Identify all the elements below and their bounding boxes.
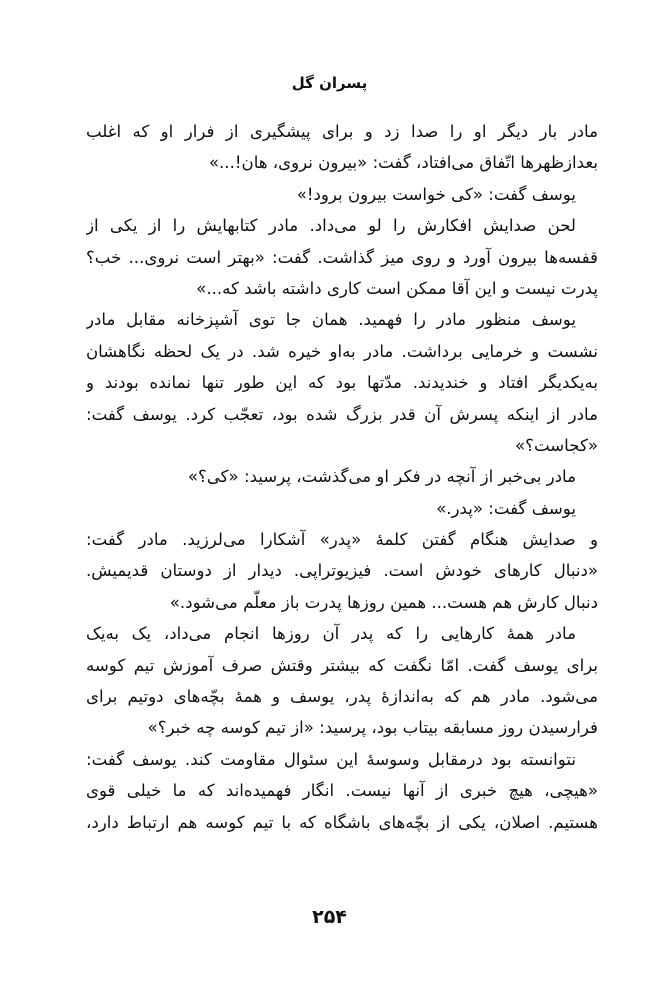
text-line: دنبال کارش هم هست... همین روزها پدرت باز معلّم می‌شود.» — [169, 592, 598, 612]
text-line: مادر بار دیگر او را صدا زد و برای پیشگیری از فرار او که اغلب — [86, 122, 598, 141]
text-line: می‌شود. مادر هم که به‌اندازهٔ پدر، یوسف و همهٔ بچّه‌های دوتیم برای — [86, 687, 598, 707]
text-line: مادر همهٔ کارهایی را که پدر آن روزها انجام می‌داد، یک به‌یک — [86, 624, 576, 644]
text-line: «هیچی، هیچ خبری از آنها نیست. انگار فهمیده‌اند که ما خیلی قوی — [86, 781, 598, 801]
text-line: قفسه‌ها بیرون آورد و روی میز گذاشت. گفت: «بهتر است نروی... خب؟ — [86, 247, 598, 267]
running-head: پسران گل — [291, 74, 368, 92]
text-line: مادر از اینکه پسرش آن قدر بزرگ شده بود، تعجّب کرد. یوسف گفت: — [86, 404, 598, 424]
text-line: به‌یکدیگر افتاد و خندیدند. مدّتها بود که این طور تنها نمانده بودند و — [86, 373, 598, 393]
text-line: فرارسیدن روز مسابقه بیتاب بود، پرسید: «از تیم کوسه چه خبر؟» — [147, 718, 598, 738]
text-line: نشست و خرمایی برداشت. مادر به‌او خیره شد. در یک لحظه نگاهشان — [86, 341, 598, 361]
text-line: نتوانسته بود درمقابل وسوسهٔ این سئوال مقاومت کند. یوسف گفت: — [86, 749, 576, 769]
text-line: هستیم. اصلان، یکی از بچّه‌های باشگاه که با تیم کوسه هم ارتباط دارد، — [86, 812, 598, 832]
text-line: یوسف منظور مادر را فهمید. همان جا توی آشپزخانه مقابل مادر — [86, 310, 576, 330]
body-text — [86, 116, 598, 838]
text-line: «دنبال کارهای خودش است. فیزیوتراپی. دیدار از دوستان قدیمیش. — [86, 561, 598, 581]
text-line: یوسف گفت: «پدر.» — [436, 498, 576, 518]
text-line: «کجاست؟» — [515, 435, 598, 455]
text-line: بعدازظهرها اتّفاق می‌افتاد، گفت: «بیرون نروی، هان!...» — [208, 153, 598, 173]
text-line: لحن صدایش افکارش را لو می‌داد. مادر کتابهایش را از یکی از — [86, 216, 576, 236]
text-line: مادر بی‌خبر از آنچه در فکر او می‌گذشت، پرسید: «کی؟» — [187, 467, 576, 487]
text-line: و صدایش هنگام گفتن کلمهٔ «پدر» آشکارا می‌لرزید. مادر گفت: — [86, 530, 598, 550]
text-line: یوسف گفت: «کی خواست بیرون برود!» — [296, 184, 576, 204]
text-line: برای یوسف گفت. امّا نگفت که بیشتر وقتش صرف آموزش تیم کوسه — [86, 655, 598, 675]
text-line: پدرت نیست و این آقا ممکن است کاری داشته باشد که...» — [196, 278, 598, 298]
page-number: ۲۵۴ — [312, 906, 347, 928]
